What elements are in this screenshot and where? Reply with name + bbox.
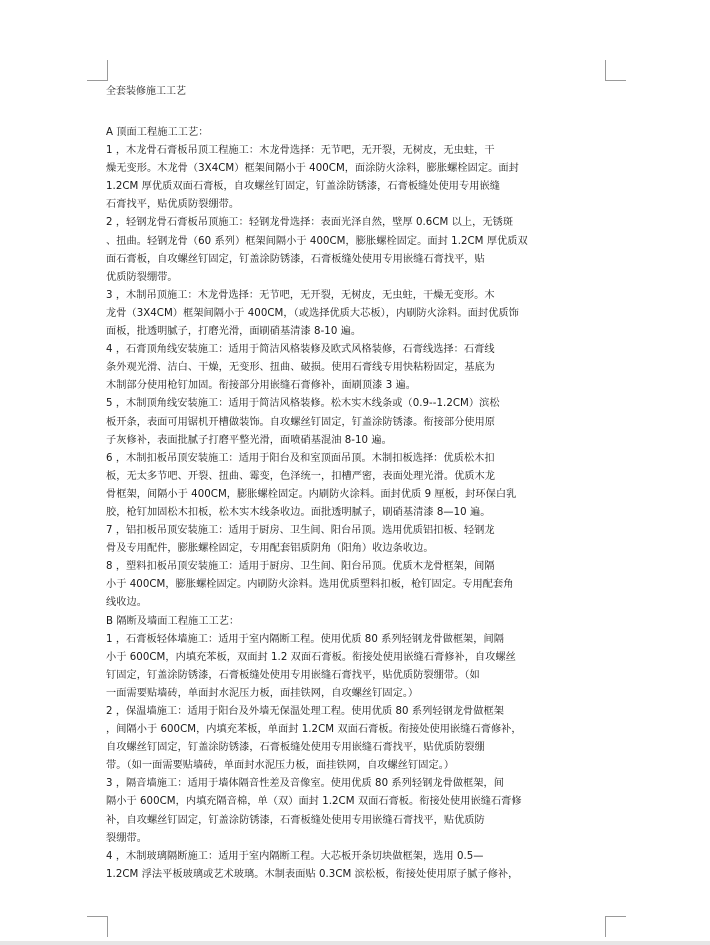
text-line: 木制部分使用枪钉加固。衔接部分用嵌缝石膏修补，面刷顶漆 3 遍。: [106, 380, 416, 392]
text-line: 胶，枪钉加固松木扣板，松木实木线条收边。面批透明腻子，刷硝基清漆 8—10 遍。: [106, 506, 491, 518]
text-line: 子灰修补，表面批腻子打磨平整光滑，面喷硝基混油 8-10 遍。: [106, 434, 392, 446]
text-line: 面板，批透明腻子，打磨光滑，面刷硝基清漆 8-10 遍。: [106, 326, 362, 338]
text-line: 3 ，木制吊顶施工：木龙骨选择：无节吧，无开裂，无树皮，无虫蛀，干燥无变形。木: [106, 289, 495, 301]
text-line: 带。（如一面需要贴墙砖，单面封水泥压力板，面挂铁网，自攻螺丝钉固定。）: [106, 760, 455, 772]
text-line: 龙骨（3X4CM）框架间隔小于 400CM，（或选择优质大芯板），内刷防火涂料。面封优质饰: [106, 307, 519, 319]
text-line: 4 ，石膏顶角线安装施工：适用于简洁风格装修及欧式风格装修，石膏线选择：石膏线: [106, 344, 495, 356]
text-line: 一面需要贴墙砖，单面封水泥压力板，面挂铁网，自攻螺丝钉固定。）: [106, 687, 419, 699]
text-line: 4 ，木制玻璃隔断施工：适用于室内隔断工程。大芯板开条切块做框架，选用 0.5—: [106, 850, 484, 862]
text-line: 补，自攻螺丝钉固定，钉盖涂防锈漆，石膏板缝处使用专用嵌缝石膏找平，贴优质防: [106, 814, 485, 826]
text-line: 骨框架，间隔小于 400CM，膨胀螺栓固定。内刷防火涂料。面封优质 9 厘板，封环保白乳: [106, 488, 517, 500]
text-line: 5 ，木制顶角线安装施工：适用于简洁风格装修。松木实木线条或（0.9--1.2CM）滨松: [106, 398, 500, 410]
text-line: 1.2CM 厚优质双面石膏板，自攻螺丝钉固定，钉盖涂防锈漆，石膏板缝处使用专用嵌缝: [106, 181, 500, 193]
text-line: 、扭曲。轻钢龙骨（60 系列）框架间隔小于 400CM，膨胀螺栓固定。面封 1.2CM 厚优质双: [106, 235, 528, 247]
text-line: 2 ，保温墙施工：适用于阳台及外墙无保温处理工程。使用优质 80 系列轻钢龙骨做框架: [106, 706, 505, 717]
text-line: 自攻螺丝钉固定，钉盖涂防锈漆，石膏板缝处使用专用嵌缝石膏找平，贴优质防裂绷: [106, 742, 485, 754]
text-line: B 隔断及墙面工程施工工艺：: [106, 615, 240, 627]
text-line: 8 ，塑料扣板吊顶安装施工：适用于厨房、卫生间、阳台吊顶。优质木龙骨框架，间隔: [106, 561, 495, 573]
document-title: 全套装修施工工艺: [106, 86, 186, 97]
text-line: ，间隔小于 600CM，内填充苯板，单面封 1.2CM 双面石膏板。衔接处使用嵌缝石膏修补，: [106, 724, 522, 736]
text-line: 优质防裂绷带。: [106, 271, 178, 283]
crop-mark-bottom-left: [87, 916, 108, 937]
crop-mark-top-left: [87, 60, 108, 81]
crop-mark-top-right: [605, 60, 626, 81]
text-line: 面石膏板，自攻螺丝钉固定，钉盖涂防锈漆，石膏板缝处使用专用嵌缝石膏找平，贴: [106, 253, 485, 265]
text-line: 裂绷带。: [106, 832, 147, 844]
text-line: 7 ，铝扣板吊顶安装施工：适用于厨房、卫生间、阳台吊顶。选用优质铝扣板、轻钢龙: [106, 525, 495, 537]
text-line: 板开条，表面可用锯机开槽做装饰。自攻螺丝钉固定，钉盖涂防锈漆。衔接部分使用原: [106, 416, 496, 428]
document-text-lines: [106, 124, 551, 884]
text-line: 1.2CM 浮法平板玻璃或艺术玻璃。木制表面贴 0.3CM 滨松板，衔接处使用原子腻子修补，: [106, 868, 519, 880]
text-line: 隔小于 600CM，内填充隔音棉，单（双）面封 1.2CM 双面石膏板。衔接处使用嵌缝石膏修: [106, 796, 522, 808]
text-line: 石膏找平，贴优质防裂绷带。: [106, 199, 240, 211]
text-line: 小于 600CM，内填充苯板，双面封 1.2 双面石膏板。衔接处使用嵌缝石膏修补，自攻螺丝: [106, 651, 516, 663]
text-line: 1 ，木龙骨石膏板吊顶工程施工：木龙骨选择：无节吧，无开裂，无树皮，无虫蛀，干: [106, 145, 495, 157]
text-line: 线收边。: [106, 597, 147, 609]
text-line: 条外观光滑、洁白、干燥，无变形、扭曲、破损。使用石膏线专用快粘粉固定，基底为: [106, 362, 496, 374]
text-line: 3 ，隔音墙施工：适用于墙体隔音性差及音像室。使用优质 80 系列轻钢龙骨做框架，间: [106, 778, 505, 790]
text-line: 骨及专用配件，膨胀螺栓固定，专用配套铝质阴角（阳角）收边条收边。: [106, 543, 434, 555]
text-line: 2 ，轻钢龙骨石膏板吊顶施工：轻钢龙骨选择：表面光泽自然，壁厚 0.6CM 以上，无锈斑: [106, 217, 514, 229]
crop-mark-bottom-right: [605, 916, 626, 937]
text-line: 板，无太多节吧、开裂、扭曲、霉变，色泽统一，扣槽严密，表面处理光滑。优质木龙: [106, 470, 496, 482]
text-line: 燥无变形。木龙骨（3X4CM）框架间隔小于 400CM，面涂防火涂料，膨胀螺栓固定。面封: [106, 163, 519, 175]
text-line: 钉固定，钉盖涂防锈漆，石膏板缝处使用专用嵌缝石膏找平，贴优质防裂绷带。（如: [106, 669, 480, 681]
document-body: [106, 85, 551, 884]
text-line: 6 ，木制扣板吊顶安装施工：适用于阳台及和室顶面吊顶。木制扣板选择：优质松木扣: [106, 452, 495, 464]
text-line: 小于 400CM，膨胀螺栓固定。内刷防火涂料。选用优质塑料扣板，枪钉固定。专用配套角: [106, 579, 514, 591]
page-bottom-edge: [0, 941, 710, 945]
text-line: 1 ，石膏板轻体墙施工：适用于室内隔断工程。使用优质 80 系列轻钢龙骨做框架，间隔: [106, 633, 505, 645]
text-line: A 顶面工程施工工艺：: [106, 127, 209, 138]
